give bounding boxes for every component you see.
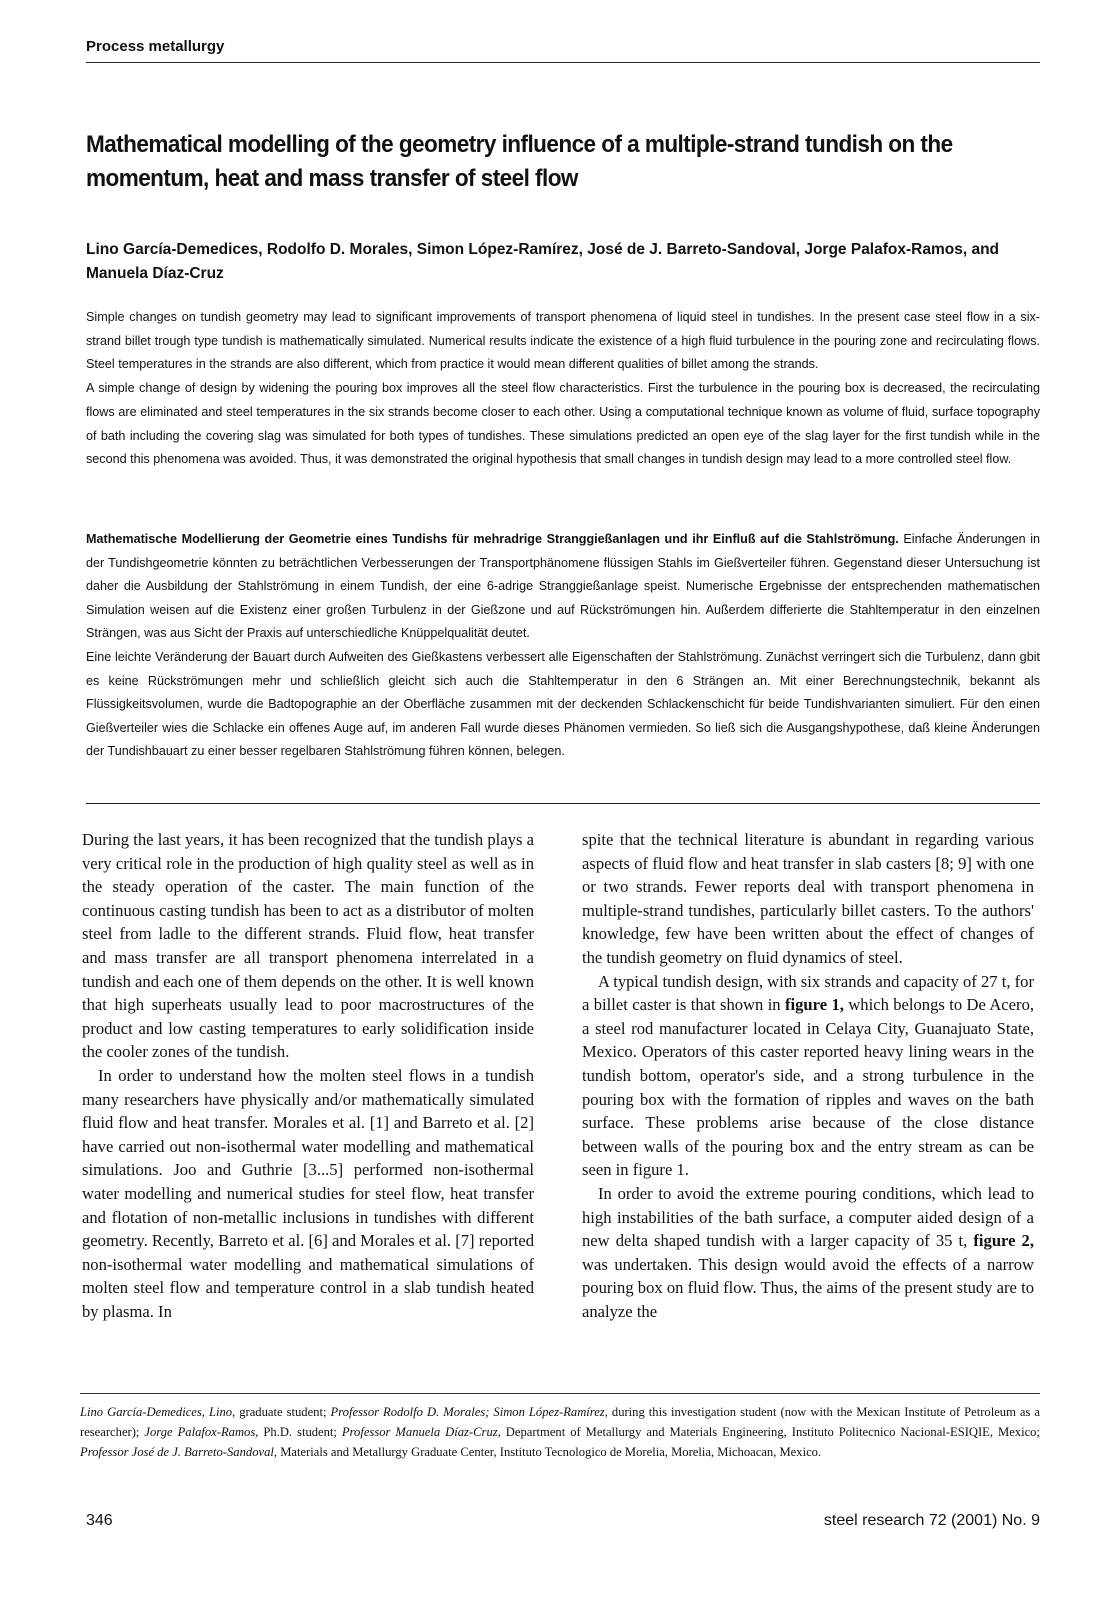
author-list: Lino García-Demedices, Rodolfo D. Morales, Simon López-Ramírez, José de J. Barreto-Sandoval, Jorge Palafox-Ramos, and Manuela Díaz-Cruz xyxy=(86,241,1000,282)
abstract-rule xyxy=(86,803,1040,804)
section-label: Process metallurgy xyxy=(86,38,225,55)
paper-title: Mathematical modelling of the geometry influence of a multiple-strand tundish on the momentum, heat and mass transfer of steel flow xyxy=(86,131,953,192)
author-name: Jorge Palafox-Ramos, xyxy=(144,1425,259,1439)
affiliation: graduate student; xyxy=(239,1405,327,1419)
body-paragraph xyxy=(582,1182,1034,1324)
abstract-paragraph xyxy=(86,528,1040,646)
author-name: Lino García-Demedices, Lino, xyxy=(80,1405,236,1419)
body-text: which belongs to De Acero, a steel rod manufacturer located in Celaya City, Guanajuato State, Mexico. Operators of this caster reported heavy lining wears in the tundish bottom, operator's side, and a strong turbulence in the pouring box with the formation of ripples and waves on the bath surface. These problems arise because of the close distance between walls of the pouring box and the entry stream as can be seen in figure 1. xyxy=(582,995,1035,1180)
author-name: Professor José de J. Barreto-Sandoval, xyxy=(80,1445,278,1459)
body-paragraph: In order to understand how the molten steel flows in a tundish many researchers have physically and/or mathematically simulated fluid flow and heat transfer. Morales et al. [1] and Barreto et al. [2] have carried out non-isothermal water modelling and mathematical simulations. Joo and Guthrie [3...5] performed non-isothermal water modelling and numerical studies for steel flow, heat transfer and flotation of non-metallic inclusions in tundishes with different geometry. Recently, Barreto et al. [6] and Morales et al. [7] reported non-isothermal water modelling and mathematical simulations of molten steel flow and temperature control in a slab tundish heated by plasma. In xyxy=(82,1065,534,1321)
german-text: Einfache Änderungen in der Tundishgeometrie könnten zu beträchtlichen Verbesserungen der Transportphänomene flüssigen Stahls im Gießverteiler führen. Gegenstand dieser Untersuchung ist daher die Ausbildung der Stahlströmung in einem Tundish, der eine 6-adrige Stranggießanlage speist. Numerische Ergebnisse der entsprechenden mathematischen Simulation weisen auf die Existenz einer großen Turbulenz in der Gießzone und auf Rückströmungen hin. Außerdem differierte die Stahltemperatur in den einzelnen Strängen, was aus Sicht der Praxis auf unterschiedliche Knüppelqualität deutet. xyxy=(86,532,1041,641)
body-column-right xyxy=(582,828,1034,1323)
header-rule xyxy=(86,62,1040,63)
affiliation: Ph.D. student; xyxy=(263,1425,337,1439)
author-name: Professor Manuela Díaz-Cruz, xyxy=(341,1425,501,1439)
footnote-text xyxy=(80,1402,1040,1462)
footnote-rule xyxy=(80,1393,1040,1394)
affiliation: during this investigation student (now with the Mexican Institute of Petroleum as a researcher); xyxy=(80,1405,1041,1439)
author-affiliations xyxy=(80,1402,1040,1462)
abstract-paragraph: Eine leichte Veränderung der Bauart durch Aufweiten des Gießkastens verbessert alle Eigenschaften der Stahlströmung. Zunächst verringert sich die Turbulenz, dann gbit es keine Rückströmungen mehr und schließlich gleicht sich auch die Stahltemperatur in den 6 Strängen an. Mit einer Berechnungstechnik, bekannt als Flüssigkeitsvolumen, wurde die Badtopographie an der Oberfläche zusammen mit der deckenden Schlackenschicht für beide Tundishvarianten simuliert. Für den einen Gießverteiler wies die Schlacke ein offenes Auge auf, im anderen Fall wurde dieses Phänomen vermieden. So ließ sich die Ausgangshypothese, daß kleine Änderungen der Tundishbauart zu einer besser regelbaren Stahlströmung führen können, belegen. xyxy=(86,649,1040,759)
page-number: 346 xyxy=(86,1512,113,1529)
body-column-left xyxy=(82,828,534,1323)
abstract-paragraph: A simple change of design by widening the pouring box improves all the steel flow characteristics. First the turbulence in the pouring box is decreased, the recirculating flows are eliminated and steel temperatures in the six strands become closer to each other. Using a computational technique known as volume of fluid, surface topography of bath including the covering slag was simulated for both types of tundishes. These simulations predicted an open eye of the slag layer for the first tundish while in the second this phenomena was avoided. Thus, it was demonstrated the original hypothesis that small changes in tundish design may lead to a more controlled steel flow. xyxy=(86,381,1040,467)
body-paragraph: spite that the technical literature is abundant in regarding various aspects of fluid flow and heat transfer in slab casters [8; 9] with one or two strands. Fewer reports deal with transport phenomena in multiple-strand tundishes, particularly billet casters. To the authors' knowledge, few have been written about the effect of changes of the tundish geometry on fluid dynamics of steel. xyxy=(582,830,1034,967)
affiliation: Materials and Metallurgy Graduate Center, Instituto Tecnologico de Morelia, Morelia, Michoacan, Mexico. xyxy=(280,1445,822,1459)
figure-reference[interactable]: figure 2, xyxy=(973,1231,1035,1251)
abstract-german xyxy=(86,528,1040,764)
figure-reference[interactable]: figure 1, xyxy=(785,995,844,1015)
body-paragraph xyxy=(582,970,1034,1182)
affiliation: Department of Metallurgy and Materials Engineering, Instituto Politecnico Nacional-ESIQIE, Mexico; xyxy=(505,1425,1040,1439)
body-paragraph: During the last years, it has been recognized that the tundish plays a very critical role in the production of high quality steel as well as in the steady operation of the caster. The main function of the continuous casting tundish has been to act as a distributor of molten steel from ladle to the different strands. Fluid flow, heat transfer and mass transfer are all transport phenomena interrelated in a tundish and each one of them depends on the other. It is well known that high superheats usually lead to poor macrostructures of the product and low casting temperatures to early solidification inside the cooler zones of the tundish. xyxy=(82,830,534,1062)
abstract-paragraph: Simple changes on tundish geometry may lead to significant improvements of transport phenomena of liquid steel in tundishes. In the present case steel flow in a six-strand billet trough type tundish is mathematically simulated. Numerical results indicate the existence of a high fluid turbulence in the pouring zone and recirculating flows. Steel temperatures in the strands are also different, which from practice it would mean different qualities of billet among the strands. xyxy=(86,310,1040,372)
abstract-english xyxy=(86,306,1040,472)
body-text: A typical tundish design, with six strands and capacity of 27 t, for a billet caster is that shown in xyxy=(582,971,1034,1015)
german-title: Mathematische Modellierung der Geometrie eines Tundishs für mehradrige Stranggießanlagen und ihr Einfluß auf die Stahlströmung. xyxy=(86,532,899,546)
journal-citation: steel research 72 (2001) No. 9 xyxy=(823,1512,1040,1529)
body-text: was undertaken. This design would avoid the effects of a narrow pouring box on fluid flow. Thus, the aims of the present study are to analyze the xyxy=(582,1254,1034,1321)
author-name: Professor Rodolfo D. Morales; Simon López-Ramírez, xyxy=(330,1405,608,1419)
body-text: In order to avoid the extreme pouring conditions, which lead to high instabilities of the bath surface, a computer aided design of a new delta shaped tundish with a larger capacity of 35 t, xyxy=(582,1183,1034,1251)
